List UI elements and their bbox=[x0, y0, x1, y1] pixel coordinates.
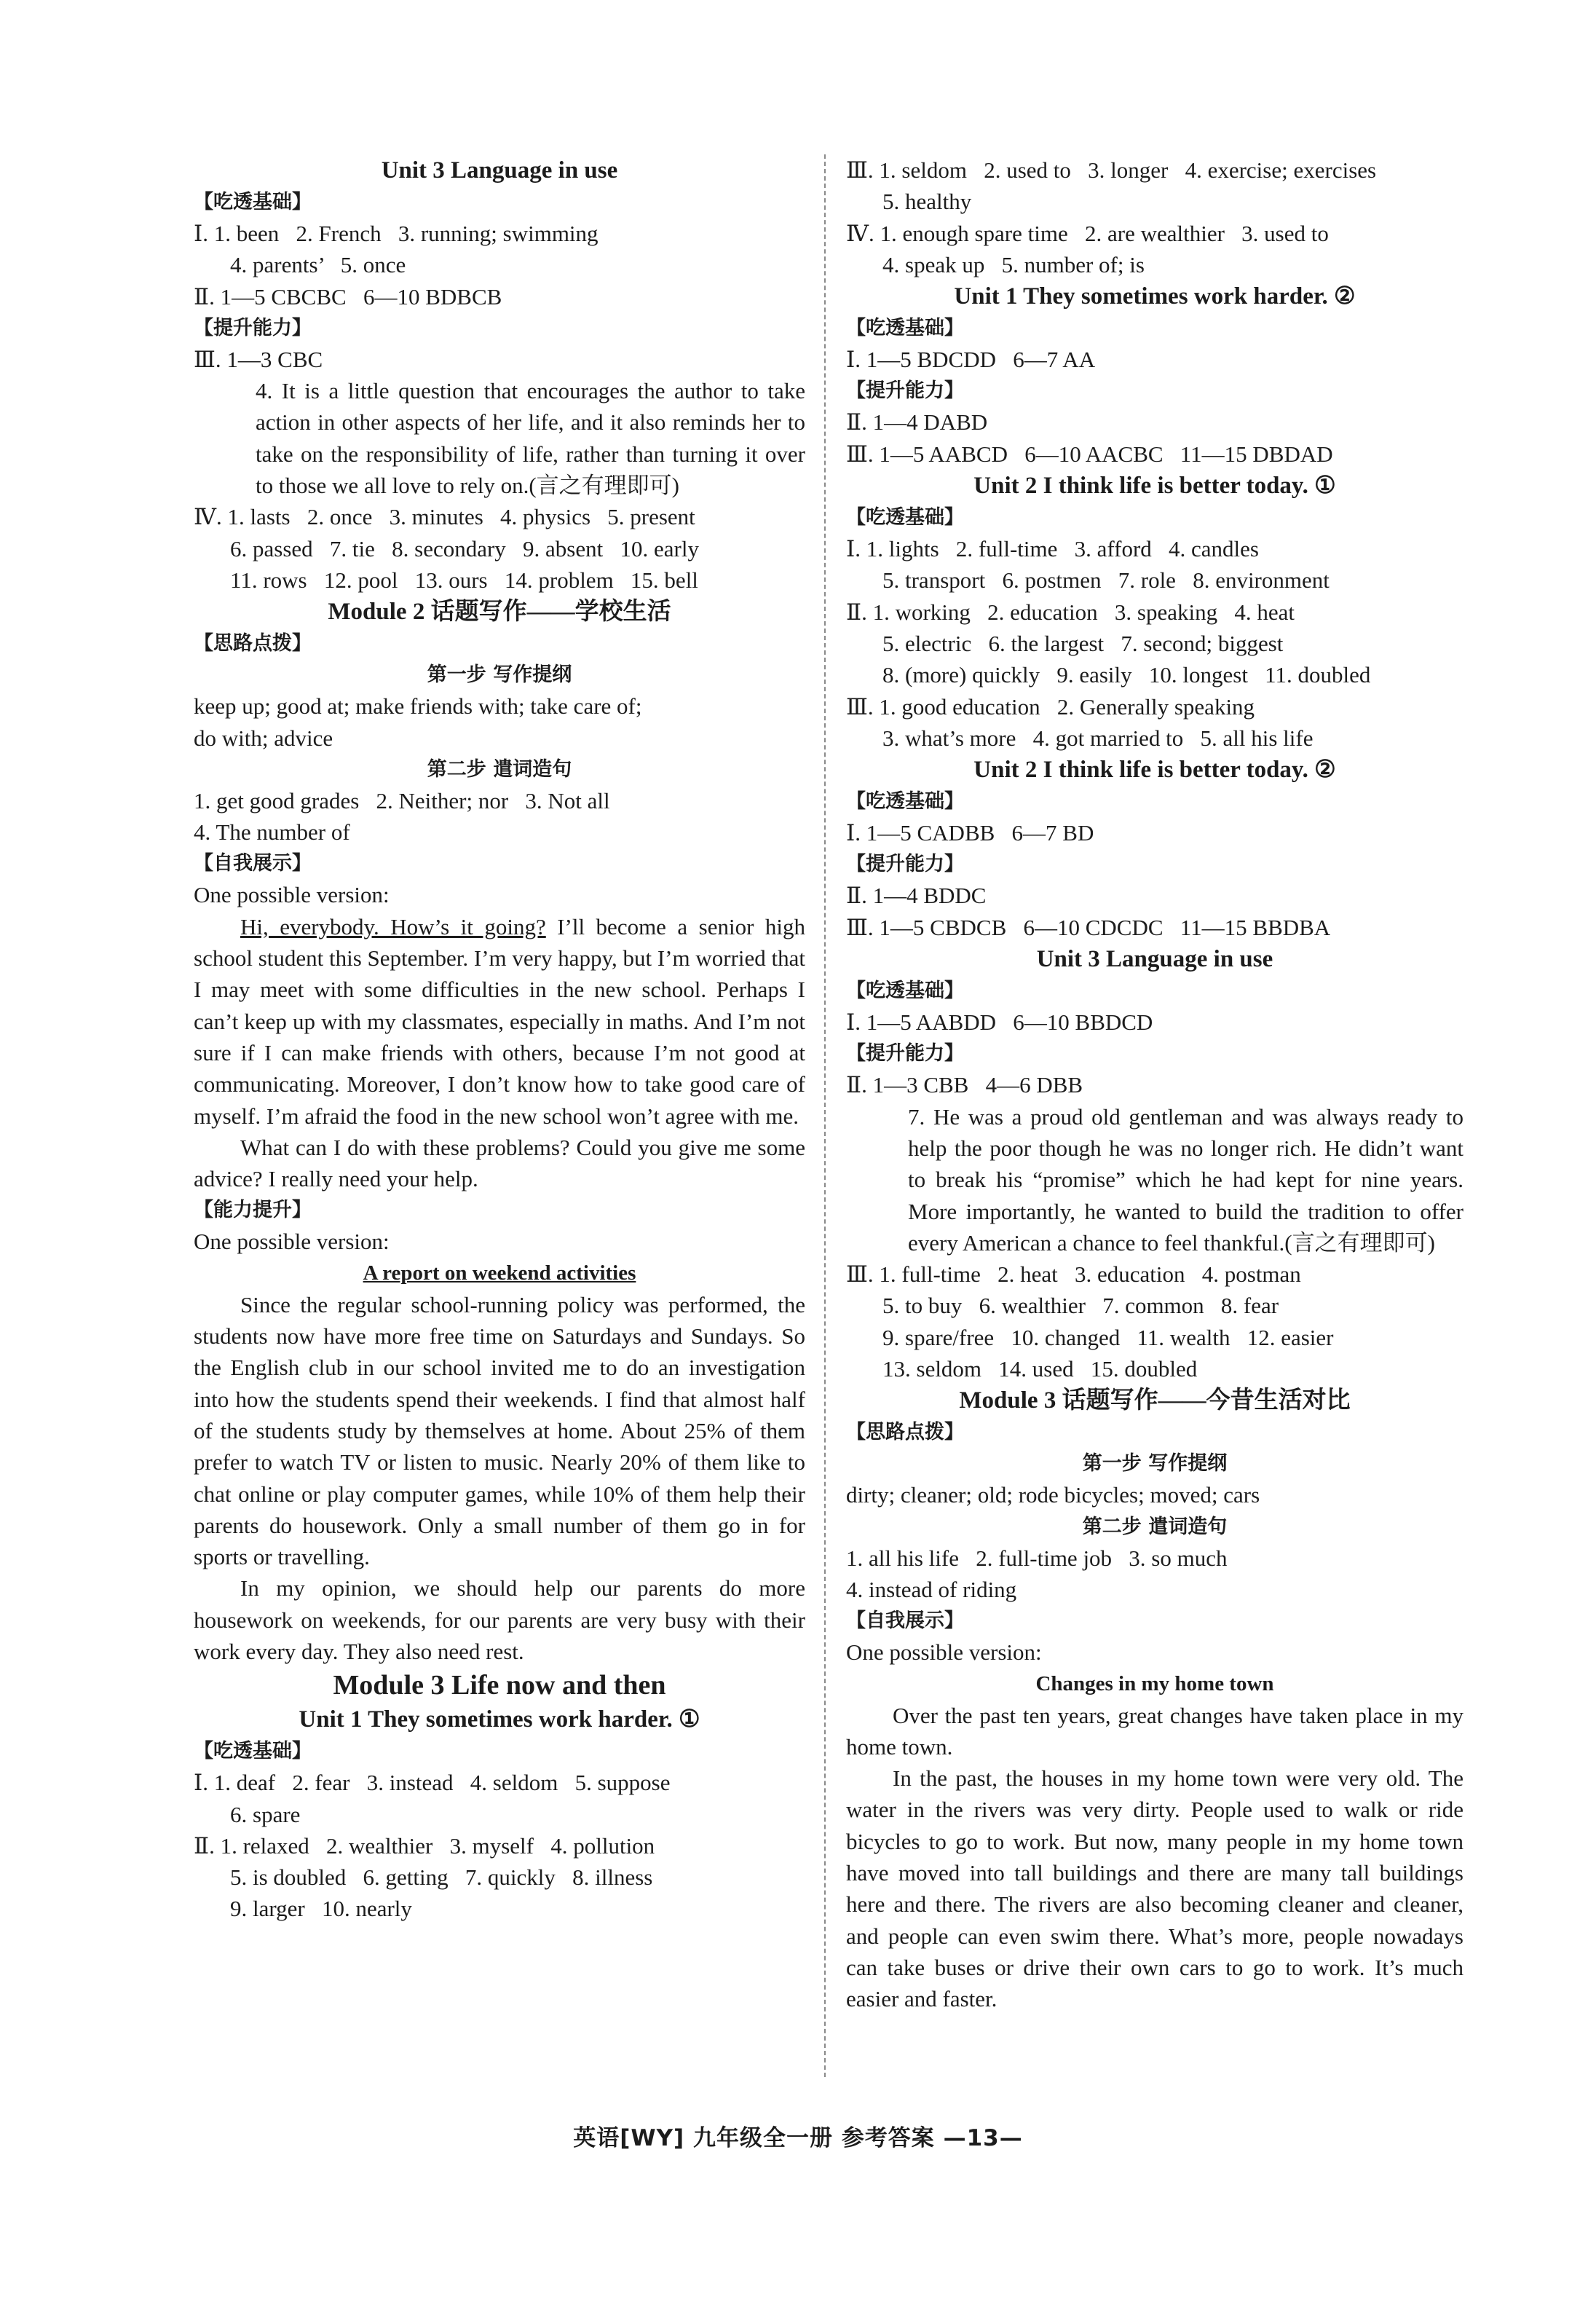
unit-1-heading: Unit 1 They sometimes work harder. ① bbox=[299, 1706, 700, 1733]
essay-title: Changes in my home town bbox=[1035, 1671, 1274, 1695]
answer-line: Ⅱ. 1—5 CBCBC 6—10 BDBCB bbox=[194, 283, 502, 310]
outline-line: dirty; cleaner; old; rode bicycles; moved; cars bbox=[846, 1482, 1260, 1508]
essay-paragraph: Over the past ten years, great changes have taken place in my home town. bbox=[846, 1702, 1463, 1760]
unit-3-heading: Unit 3 Language in use bbox=[1036, 946, 1273, 973]
answer-line: 5. transport 6. postmen 7. role 8. environment bbox=[882, 567, 1330, 594]
answer-line: Ⅱ. 1—4 DABD bbox=[846, 409, 988, 436]
essay-opening-underlined: Hi, everybody. How’s it going? bbox=[240, 913, 546, 939]
section-label: 【能力提升】 bbox=[194, 1199, 312, 1222]
answer-line: Ⅲ. 1—5 CBDCB 6—10 CDCDC 11—15 BBDBA bbox=[846, 914, 1331, 940]
answer-line: 4. speak up 5. number of; is bbox=[882, 251, 1145, 277]
answer-line: Ⅲ. 1. seldom 2. used to 3. longer 4. exercise; exercises bbox=[846, 157, 1377, 183]
column-divider bbox=[824, 154, 826, 2077]
answer-line: Ⅰ. 1—5 AABDD 6—10 BBDCD bbox=[846, 1009, 1153, 1036]
answer-line: 6. spare bbox=[230, 1801, 301, 1827]
unit-2-part2-heading: Unit 2 I think life is better today. ② bbox=[973, 757, 1336, 784]
outline-line: keep up; good at; make friends with; take care of; bbox=[194, 693, 642, 720]
section-label: 【提升能力】 bbox=[846, 853, 964, 876]
section-label: 【思路点拨】 bbox=[194, 632, 312, 655]
answer-line: Ⅱ. 1—4 BDDC bbox=[846, 883, 987, 909]
unit-3-heading: Unit 3 Language in use bbox=[381, 157, 618, 184]
sentence-line: 1. get good grades 2. Neither; nor 3. Not all bbox=[194, 787, 610, 813]
sentence-line: 4. instead of riding bbox=[846, 1576, 1017, 1602]
report-paragraph: Since the regular school-running policy was performed, the students now have more free time on Saturdays and Sundays. So the English club in our school invited me to do an investigation into how the students spend their weekends. I find that almost half of the students study by themselves at home. About 25% of them prefer to watch TV or listen to music. Nearly 20% of them like to chat online or play computer games, while 10% of them help their parents do housework. Only a small number of them go in for sports or travelling. bbox=[194, 1291, 805, 1570]
essay-paragraph: What can I do with these problems? Could you give me some advice? I really need your help. bbox=[194, 1134, 805, 1192]
section-label: 【吃透基础】 bbox=[846, 317, 964, 340]
essay-paragraph: In the past, the houses in my home town were very old. The water in the rivers was very dirty. People used to walk or ride bicycles to go to work. But now, many people in my home town have moved into tall buildings and there are many tall buildings here and there. The rivers are also becoming cleaner and cleaner, and people can even swim there. What’s more, people nowadays can take buses or drive their own cars to go to work. It’s much easier and faster. bbox=[846, 1765, 1463, 2012]
answer-line: 5. healthy bbox=[882, 189, 972, 215]
answer-line: 4. parents’ 5. once bbox=[230, 252, 406, 278]
answer-line: Ⅰ. 1—5 CADBB 6—7 BD bbox=[846, 820, 1094, 846]
section-label: 【吃透基础】 bbox=[846, 790, 964, 813]
answer-line: 5. is doubled 6. getting 7. quickly 8. illness bbox=[230, 1864, 653, 1891]
section-label: 【吃透基础】 bbox=[846, 980, 964, 1003]
module-3-writing-heading: Module 3 话题写作——今昔生活对比 bbox=[959, 1387, 1351, 1414]
answer-paragraph: 7. He was a proud old gentleman and was always ready to help the poor though he was no longer rich. He didn’t want to break his “promise” which he had kept for nine years. More importantly, he wanted to build the tradition to offer every American a chance to feel thankful.(言之有理即可) bbox=[908, 1103, 1463, 1256]
answer-line: Ⅰ. 1. lights 2. full-time 3. afford 4. candles bbox=[846, 536, 1259, 562]
answer-line: Ⅲ. 1. full-time 2. heat 3. education 4. postman bbox=[846, 1261, 1301, 1288]
section-label: 【思路点拨】 bbox=[846, 1421, 964, 1444]
answer-line: 6. passed 7. tie 8. secondary 9. absent 10. early bbox=[230, 535, 699, 562]
section-label: 【吃透基础】 bbox=[194, 191, 312, 213]
answer-line: Ⅳ. 1. lasts 2. once 3. minutes 4. physics 5. present bbox=[194, 504, 695, 530]
page-footer: 英语[WY] 九年级全一册 参考答案 —13— bbox=[573, 2125, 1023, 2151]
answer-line: Ⅲ. 1. good education 2. Generally speaking bbox=[846, 693, 1255, 720]
essay-paragraph bbox=[194, 911, 805, 1132]
module-3-heading: Module 3 Life now and then bbox=[333, 1670, 666, 1701]
version-label: One possible version: bbox=[846, 1639, 1042, 1666]
section-label: 【吃透基础】 bbox=[846, 506, 964, 529]
answer-line: 5. to buy 6. wealthier 7. common 8. fear bbox=[882, 1293, 1279, 1319]
answer-paragraph: 4. It is a little question that encourages the author to take action in other aspects of her life, and it also reminds her to take on the responsibility of life, rather than turning it over to those we all love to rely on.(言之有理即可) bbox=[256, 378, 805, 499]
answer-line: 9. spare/free 10. changed 11. wealth 12. easier bbox=[882, 1324, 1334, 1350]
unit-1-part2-heading: Unit 1 They sometimes work harder. ② bbox=[954, 283, 1356, 310]
left-column bbox=[194, 154, 805, 1925]
answer-line: 3. what’s more 4. got married to 5. all his life bbox=[882, 725, 1313, 751]
answer-line: Ⅲ. 1—3 CBC bbox=[194, 346, 323, 372]
step-heading: 第二步 遣词造句 bbox=[427, 757, 572, 781]
section-label: 【提升能力】 bbox=[846, 1042, 964, 1065]
report-title: A report on weekend activities bbox=[363, 1261, 636, 1285]
section-label: 【吃透基础】 bbox=[194, 1740, 312, 1763]
answer-line: 11. rows 12. pool 13. ours 14. problem 15. bell bbox=[230, 567, 698, 593]
section-label: 【自我展示】 bbox=[846, 1609, 964, 1633]
answer-line: Ⅱ. 1. relaxed 2. wealthier 3. myself 4. pollution bbox=[194, 1832, 655, 1859]
section-label: 【自我展示】 bbox=[194, 852, 312, 875]
step-heading: 第二步 遣词造句 bbox=[1082, 1515, 1228, 1538]
answer-line: 5. electric 6. the largest 7. second; biggest bbox=[882, 630, 1284, 656]
sentence-line: 1. all his life 2. full-time job 3. so much bbox=[846, 1545, 1228, 1571]
answer-line: Ⅰ. 1—5 BDCDD 6—7 AA bbox=[846, 347, 1096, 373]
outline-line: do with; advice bbox=[194, 725, 333, 751]
unit-2-part1-heading: Unit 2 I think life is better today. ① bbox=[973, 473, 1336, 500]
section-label: 【提升能力】 bbox=[194, 316, 312, 339]
right-column bbox=[846, 154, 1463, 2014]
version-label: One possible version: bbox=[194, 1229, 390, 1255]
sentence-line: 4. The number of bbox=[194, 819, 350, 846]
answer-line: Ⅰ. 1. deaf 2. fear 3. instead 4. seldom 5. suppose bbox=[194, 1770, 671, 1796]
answer-line: Ⅱ. 1—3 CBB 4—6 DBB bbox=[846, 1072, 1083, 1098]
step-heading: 第一步 写作提纲 bbox=[427, 663, 572, 687]
step-heading: 第一步 写作提纲 bbox=[1082, 1452, 1228, 1475]
report-paragraph: In my opinion, we should help our parents do more housework on weekends, for our parents are very busy with their work every day. They also need rest. bbox=[194, 1575, 805, 1664]
answer-line: 8. (more) quickly 9. easily 10. longest 11. doubled bbox=[882, 662, 1371, 688]
answer-line: Ⅱ. 1. working 2. education 3. speaking 4. heat bbox=[846, 599, 1295, 625]
answer-line: Ⅲ. 1—5 AABCD 6—10 AACBC 11—15 DBDAD bbox=[846, 441, 1333, 467]
answer-line: Ⅰ. 1. been 2. French 3. running; swimming bbox=[194, 221, 598, 246]
version-label: One possible version: bbox=[194, 882, 390, 908]
answer-line: Ⅳ. 1. enough spare time 2. are wealthier 3. used to bbox=[846, 220, 1329, 246]
section-label: 【提升能力】 bbox=[846, 379, 964, 403]
essay-text: I’ll become a senior high school student this September. I’m very happy, but I’m worried that I may meet with some difficulties in the new school. Perhaps I can’t keep up with my classmates, especially in maths. And I’m not sure if I can make friends with others, because I’m not good at communicating. Moreover, I don’t know how to take good care of myself. I’m afraid the food in the new school won’t agree with me. bbox=[194, 913, 805, 1129]
module-2-writing-heading: Module 2 话题写作——学校生活 bbox=[328, 599, 671, 626]
answer-line: 9. larger 10. nearly bbox=[230, 1896, 412, 1922]
answer-line: 13. seldom 14. used 15. doubled bbox=[882, 1356, 1198, 1382]
